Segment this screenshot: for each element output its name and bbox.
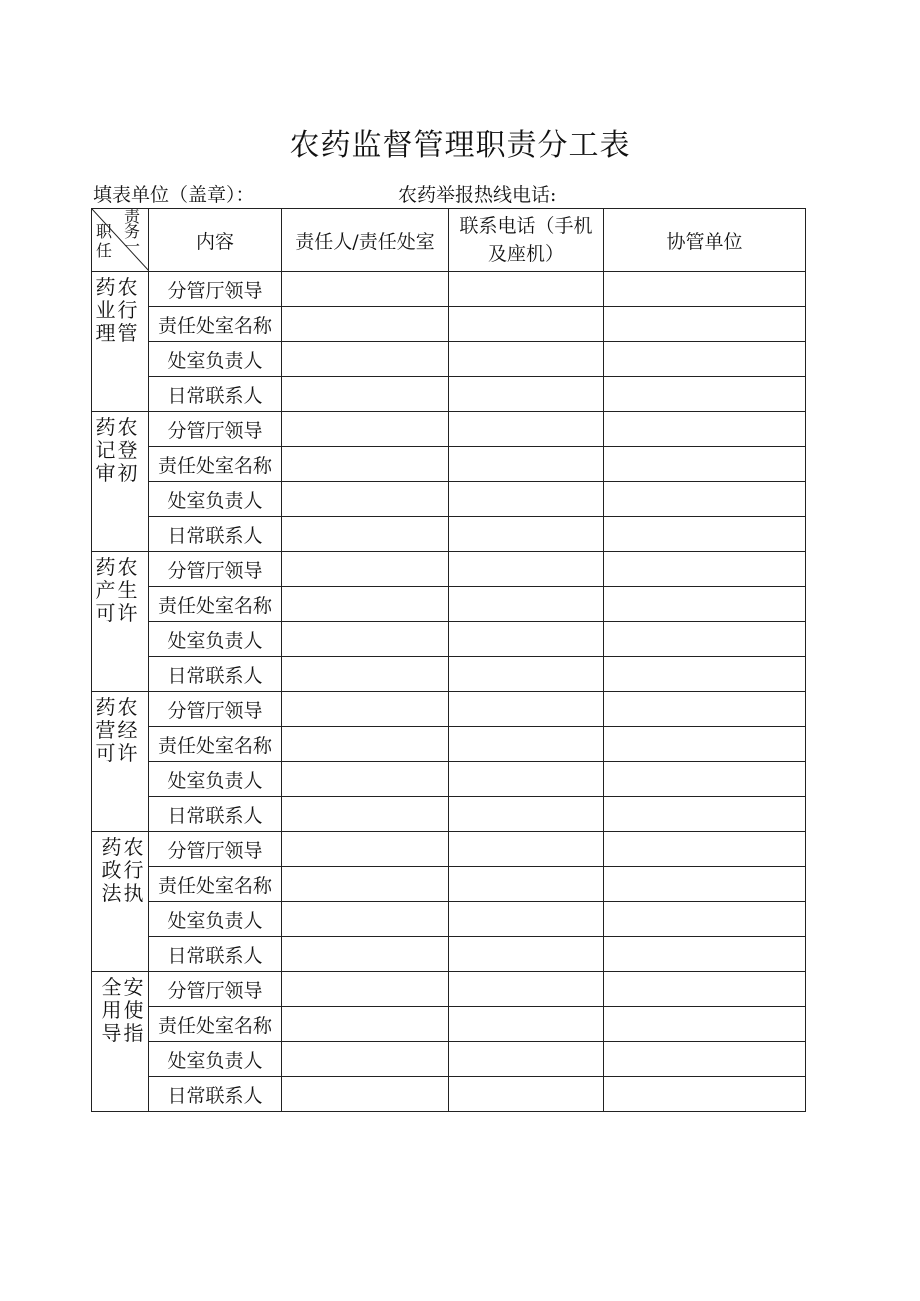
responsible-cell[interactable]: [282, 447, 449, 482]
responsible-cell[interactable]: [282, 762, 449, 797]
table-row: [92, 587, 806, 622]
co-unit-cell[interactable]: [604, 972, 806, 1007]
table-row: [92, 482, 806, 517]
category-cell-g5: [92, 832, 149, 972]
responsible-cell[interactable]: [282, 1007, 449, 1042]
item-label: 分管厅领导: [149, 972, 282, 1007]
category-cell-g1: [92, 272, 149, 412]
co-unit-cell[interactable]: [604, 587, 806, 622]
category-char: 可: [95, 601, 116, 625]
category-cell-g3: [92, 552, 149, 692]
header-phone-line2: 及座机）: [487, 243, 564, 265]
category-char: 产: [95, 578, 116, 602]
phone-cell[interactable]: [449, 412, 604, 447]
phone-cell[interactable]: [449, 937, 604, 972]
responsible-cell[interactable]: [282, 657, 449, 692]
responsible-cell[interactable]: [282, 587, 449, 622]
co-unit-cell[interactable]: [604, 307, 806, 342]
corner-char: 责: [123, 209, 140, 226]
phone-cell[interactable]: [449, 552, 604, 587]
table-row: [92, 867, 806, 902]
category-char: 业: [95, 298, 116, 322]
category-char: 农: [117, 555, 138, 579]
table-row: [92, 657, 806, 692]
category-cell-g2: [92, 412, 149, 552]
responsible-cell[interactable]: [282, 552, 449, 587]
co-unit-cell[interactable]: [604, 797, 806, 832]
category-char: 理: [95, 321, 116, 345]
category-char: 营: [95, 718, 116, 742]
phone-cell[interactable]: [449, 342, 604, 377]
category-char: 全: [101, 975, 122, 999]
table-header-row: [92, 209, 806, 272]
category-char: 记: [95, 438, 116, 462]
category-char: 生: [117, 578, 138, 602]
phone-cell[interactable]: [449, 762, 604, 797]
category-char: 药: [95, 555, 116, 579]
page-title: 农药监督管理职责分工表: [289, 128, 631, 163]
category-char: 行: [123, 858, 144, 882]
item-label: 处室负责人: [149, 1042, 282, 1077]
table-row: [92, 447, 806, 482]
responsible-cell[interactable]: [282, 307, 449, 342]
responsible-cell[interactable]: [282, 1077, 449, 1112]
phone-cell[interactable]: [449, 657, 604, 692]
co-unit-cell[interactable]: [604, 832, 806, 867]
co-unit-cell[interactable]: [604, 517, 806, 552]
corner-label-a: [122, 209, 142, 254]
hotline-label: 农药举报热线电话:: [398, 184, 557, 206]
item-label: 处室负责人: [149, 482, 282, 517]
category-char: 药: [95, 415, 116, 439]
category-char: 药: [101, 835, 122, 859]
responsible-cell[interactable]: [282, 482, 449, 517]
category-char: 农: [117, 275, 138, 299]
phone-cell[interactable]: [449, 482, 604, 517]
category-char: 政: [101, 858, 122, 882]
co-unit-cell[interactable]: [604, 937, 806, 972]
phone-cell[interactable]: [449, 517, 604, 552]
header-phone-line1: 联系电话（手机: [459, 215, 593, 237]
phone-cell[interactable]: [449, 622, 604, 657]
item-label: 责任处室名称: [149, 587, 282, 622]
table-row: [92, 832, 806, 867]
category-char: 行: [117, 298, 138, 322]
item-label: 处室负责人: [149, 762, 282, 797]
category-char: 指: [123, 1021, 144, 1045]
corner-char: 务: [123, 222, 140, 241]
item-label: 处室负责人: [149, 622, 282, 657]
table-row: [92, 307, 806, 342]
table-row: [92, 377, 806, 412]
phone-cell[interactable]: [449, 1007, 604, 1042]
phone-cell[interactable]: [449, 867, 604, 902]
co-unit-cell[interactable]: [604, 412, 806, 447]
item-label: 处室负责人: [149, 342, 282, 377]
co-unit-cell[interactable]: [604, 657, 806, 692]
responsible-cell[interactable]: [282, 937, 449, 972]
item-label: 责任处室名称: [149, 307, 282, 342]
category-char: 使: [123, 998, 144, 1022]
item-label: 处室负责人: [149, 902, 282, 937]
co-unit-cell[interactable]: [604, 762, 806, 797]
table-row: [92, 972, 806, 1007]
table-row: [92, 1077, 806, 1112]
responsible-cell[interactable]: [282, 517, 449, 552]
category-char: 导: [101, 1021, 122, 1045]
category-cell-g4: [92, 692, 149, 832]
phone-cell[interactable]: [449, 972, 604, 1007]
category-char: 经: [117, 718, 138, 742]
table-row: [92, 517, 806, 552]
category-char: 农: [117, 695, 138, 719]
phone-cell[interactable]: [449, 1077, 604, 1112]
category-char: 许: [117, 601, 138, 625]
co-unit-cell[interactable]: [604, 1007, 806, 1042]
responsible-cell[interactable]: [282, 412, 449, 447]
item-label: 日常联系人: [149, 937, 282, 972]
item-label: 责任处室名称: [149, 867, 282, 902]
co-unit-cell[interactable]: [604, 447, 806, 482]
co-unit-cell[interactable]: [604, 342, 806, 377]
table-row: [92, 552, 806, 587]
corner-header-cell: [92, 209, 149, 272]
corner-char: 任: [95, 241, 112, 260]
table-row: [92, 342, 806, 377]
item-label: 日常联系人: [149, 377, 282, 412]
phone-cell[interactable]: [449, 727, 604, 762]
corner-char: 一: [123, 237, 140, 256]
phone-cell[interactable]: [449, 587, 604, 622]
responsible-cell[interactable]: [282, 727, 449, 762]
item-label: 责任处室名称: [149, 727, 282, 762]
responsible-cell[interactable]: [282, 622, 449, 657]
item-label: 日常联系人: [149, 1077, 282, 1112]
item-label: 日常联系人: [149, 517, 282, 552]
table-row: [92, 937, 806, 972]
item-label: 分管厅领导: [149, 272, 282, 307]
phone-cell[interactable]: [449, 272, 604, 307]
responsible-cell[interactable]: [282, 272, 449, 307]
responsible-cell[interactable]: [282, 902, 449, 937]
co-unit-cell[interactable]: [604, 867, 806, 902]
category-char: 药: [95, 695, 116, 719]
table-row: [92, 1042, 806, 1077]
duty-table: [91, 208, 806, 1112]
co-unit-cell[interactable]: [604, 622, 806, 657]
header-phone: [449, 209, 604, 272]
table-row: [92, 1007, 806, 1042]
table-row: [92, 412, 806, 447]
corner-char: 职: [95, 222, 112, 241]
category-char: 用: [101, 998, 122, 1022]
co-unit-cell[interactable]: [604, 692, 806, 727]
responsible-cell[interactable]: [282, 692, 449, 727]
co-unit-cell[interactable]: [604, 1042, 806, 1077]
co-unit-cell[interactable]: [604, 482, 806, 517]
responsible-cell[interactable]: [282, 867, 449, 902]
table-row: [92, 692, 806, 727]
co-unit-cell[interactable]: [604, 552, 806, 587]
phone-cell[interactable]: [449, 797, 604, 832]
item-label: 责任处室名称: [149, 447, 282, 482]
item-label: 分管厅领导: [149, 412, 282, 447]
header-content: 内容: [149, 209, 282, 272]
category-char: 许: [117, 741, 138, 765]
responsible-cell[interactable]: [282, 342, 449, 377]
category-char: 药: [95, 275, 116, 299]
table-row: [92, 272, 806, 307]
responsible-cell[interactable]: [282, 1042, 449, 1077]
table-row: [92, 797, 806, 832]
category-char: 管: [117, 321, 138, 345]
phone-cell[interactable]: [449, 447, 604, 482]
item-label: 责任处室名称: [149, 1007, 282, 1042]
table-row: [92, 727, 806, 762]
header-co-unit: 协管单位: [604, 209, 806, 272]
table-row: [92, 762, 806, 797]
category-char: 可: [95, 741, 116, 765]
category-char: 初: [117, 461, 138, 485]
header-responsible: 责任人/责任处室: [282, 209, 449, 272]
co-unit-cell[interactable]: [604, 377, 806, 412]
responsible-cell[interactable]: [282, 832, 449, 867]
item-label: 日常联系人: [149, 657, 282, 692]
item-label: 日常联系人: [149, 797, 282, 832]
table-row: [92, 902, 806, 937]
co-unit-cell[interactable]: [604, 727, 806, 762]
co-unit-cell[interactable]: [604, 902, 806, 937]
category-char: 农: [117, 415, 138, 439]
phone-cell[interactable]: [449, 1042, 604, 1077]
item-label: 分管厅领导: [149, 832, 282, 867]
item-label: 分管厅领导: [149, 692, 282, 727]
category-cell-g6: [92, 972, 149, 1112]
co-unit-cell[interactable]: [604, 1077, 806, 1112]
phone-cell[interactable]: [449, 307, 604, 342]
co-unit-cell[interactable]: [604, 272, 806, 307]
category-char: 农: [123, 835, 144, 859]
fill-unit-label: 填表单位（盖章）：: [93, 184, 255, 206]
item-label: 分管厅领导: [149, 552, 282, 587]
category-char: 执: [123, 881, 144, 905]
category-char: 安: [123, 975, 144, 999]
phone-cell[interactable]: [449, 902, 604, 937]
responsible-cell[interactable]: [282, 797, 449, 832]
category-char: 审: [95, 461, 116, 485]
corner-label-b: [94, 222, 114, 260]
table-row: [92, 622, 806, 657]
category-char: 登: [117, 438, 138, 462]
responsible-cell[interactable]: [282, 377, 449, 412]
category-char: 法: [101, 881, 122, 905]
phone-cell[interactable]: [449, 377, 604, 412]
phone-cell[interactable]: [449, 692, 604, 727]
phone-cell[interactable]: [449, 832, 604, 867]
responsible-cell[interactable]: [282, 972, 449, 1007]
